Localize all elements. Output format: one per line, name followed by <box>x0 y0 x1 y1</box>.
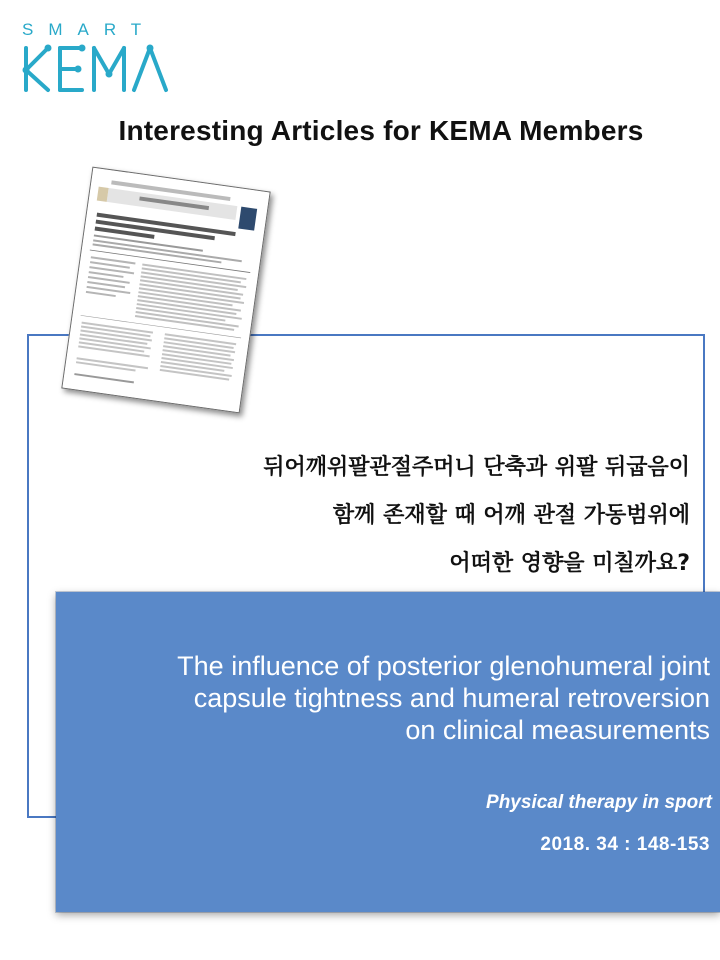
journal-name: Physical therapy in sport <box>486 792 712 813</box>
article-title-line: The influence of posterior glenohumeral joint <box>177 651 710 681</box>
article-thumbnail <box>61 167 270 414</box>
article-title-line: on clinical measurements <box>405 715 710 745</box>
logo-smart-text: SMART <box>22 20 157 39</box>
kema-logo <box>22 20 182 100</box>
article-title-line: capsule tightness and humeral retroversion <box>193 683 710 713</box>
korean-title <box>50 444 690 588</box>
korean-title-line: 함께 존재할 때 어깨 관절 가동범위에 <box>332 503 690 528</box>
korean-title-line: 뒤어깨위팔관절주머니 단축과 위팔 뒤굽음이 <box>263 455 690 480</box>
article-info-box <box>56 592 720 912</box>
citation: 2018. 34 : 148-153 <box>540 834 710 855</box>
korean-title-line: 어떠한 영향을 미칠까요? <box>449 551 690 576</box>
article-title <box>70 650 710 746</box>
page-heading: Interesting Articles for KEMA Members <box>118 115 644 146</box>
logo-kema-mark <box>22 44 172 96</box>
